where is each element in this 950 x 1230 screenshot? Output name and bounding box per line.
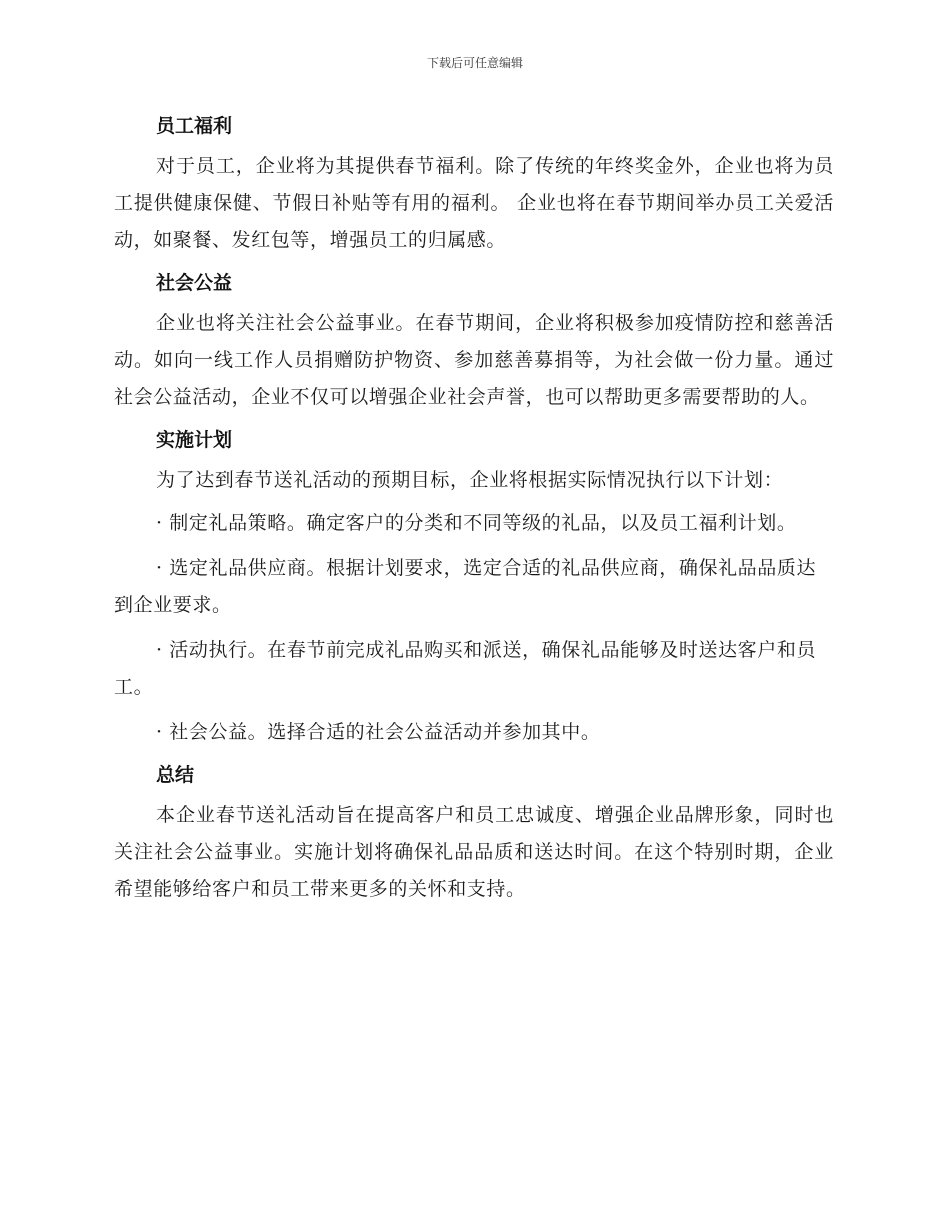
paragraph-implementation-plan: 为了达到春节送礼活动的预期目标，企业将根据实际情况执行以下计划： xyxy=(156,469,784,491)
bullet-item-gift-supplier: · 选定礼品供应商。根据计划要求，选定合适的礼品供应商，确保礼品品质达到企业要求。 xyxy=(114,557,817,616)
bullet-item-social-welfare: · 社会公益。选择合适的社会公益活动并参加其中。 xyxy=(156,721,601,743)
header-note: 下载后可任意编辑 xyxy=(426,56,523,70)
bullet-item-gift-strategy: · 制定礼品策略。确定客户的分类和不同等级的礼品，以及员工福利计划。 xyxy=(156,512,797,534)
document-body xyxy=(114,110,834,914)
section-heading-summary: 总结 xyxy=(156,764,195,786)
section-heading-employee-benefits: 员工福利 xyxy=(156,115,233,137)
bullet-item-execution: · 活动执行。在春节前完成礼品购买和派送，确保礼品能够及时送达客户和员工。 xyxy=(114,639,817,698)
section-heading-social-welfare: 社会公益 xyxy=(156,272,233,294)
paragraph-employee-benefits: 对于员工，企业将为其提供春节福利。除了传统的年终奖金外，企业也将为员工提供健康保健、节假日补贴等有用的福利。 企业也将在春节期间举办员工关爱活动，如聚餐、发红包等，增强员工的归属感。 xyxy=(114,155,834,251)
section-heading-implementation-plan: 实施计划 xyxy=(156,429,233,451)
paragraph-summary: 本企业春节送礼活动旨在提高客户和员工忠诚度、增强企业品牌形象，同时也关注社会公益事业。实施计划将确保礼品品质和送达时间。在这个特别时期，企业希望能够给客户和员工带来更多的关怀和支持。 xyxy=(114,804,834,900)
paragraph-social-welfare: 企业也将关注社会公益事业。在春节期间，企业将积极参加疫情防控和慈善活动。如向一线工作人员捐赠防护物资、参加慈善募捐等，为社会做一份力量。通过社会公益活动，企业不仅可以增强企业社会声誉，也可以帮助更多需要帮助的人。 xyxy=(114,312,834,408)
